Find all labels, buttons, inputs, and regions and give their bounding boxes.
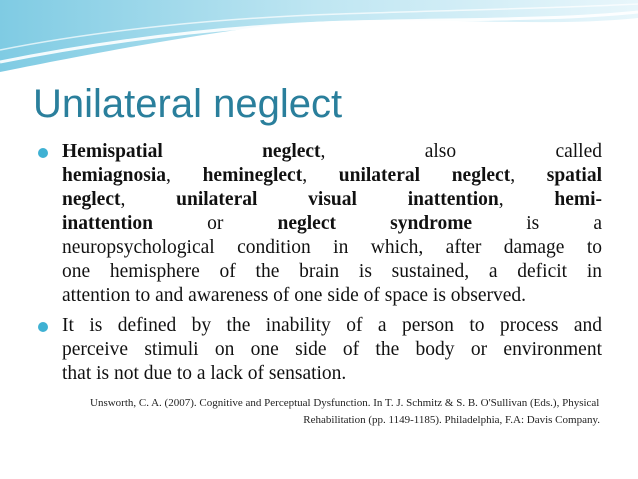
header-wave-decoration xyxy=(0,0,638,80)
bold-term: hemineglect xyxy=(202,165,303,186)
bullet-line xyxy=(62,284,602,308)
bullet-line xyxy=(62,164,602,188)
bullet-line xyxy=(62,140,602,164)
bullet-text xyxy=(62,314,602,386)
text-run: perceive stimuli on one side of the body or environment xyxy=(62,339,602,360)
text-run: , xyxy=(302,165,339,186)
bold-term: spatial xyxy=(546,165,603,186)
bold-term: neglect xyxy=(62,189,121,210)
citation xyxy=(90,395,600,429)
text-run: It is defined by the inability of a person to process and xyxy=(62,315,602,336)
text-run: , xyxy=(166,165,203,186)
bullet-item xyxy=(36,140,602,308)
bold-term: unilateral neglect xyxy=(338,165,511,186)
citation-line: Unsworth, C. A. (2007). Cognitive and Perceptual Dysfunction. In T. J. Schmitz & S. B. O'Sullivan (Eds.), Physical xyxy=(90,397,600,409)
text-run: neuropsychological condition in which, after damage to xyxy=(62,237,602,258)
bullet-line xyxy=(62,212,602,236)
bold-term: unilateral visual inattention xyxy=(176,189,499,210)
text-run xyxy=(163,141,262,162)
text-run: , xyxy=(120,189,177,210)
bold-term: hemi- xyxy=(554,189,603,210)
bold-term: inattention xyxy=(62,213,154,234)
slide-title: Unilateral neglect xyxy=(33,82,343,126)
text-run: one hemisphere of the brain is sustained, a deficit in xyxy=(62,261,602,282)
text-run: that is not due to a lack of sensation. xyxy=(62,363,347,384)
bullet-line xyxy=(62,188,602,212)
bullet-list xyxy=(36,140,602,386)
text-run: , xyxy=(498,189,555,210)
bullet-text xyxy=(62,140,602,308)
text-run: or xyxy=(153,213,278,234)
text-run: , xyxy=(510,165,547,186)
bullet-dot-icon xyxy=(38,148,48,158)
bold-term: Hemispatial xyxy=(62,141,163,162)
bullet-line xyxy=(62,260,602,284)
bullet-line xyxy=(62,314,602,338)
text-run: is a xyxy=(472,213,602,234)
bold-term: neglect syndrome xyxy=(277,213,473,234)
bullet-line xyxy=(62,338,602,362)
citation-line: Rehabilitation (pp. 1149-1185). Philadelphia, F.A: Davis Company. xyxy=(303,414,600,426)
bold-term: neglect xyxy=(262,141,321,162)
bullet-line xyxy=(62,362,602,386)
bullet-dot-icon xyxy=(38,322,48,332)
text-run: , also called xyxy=(320,141,602,162)
bullet-item xyxy=(36,314,602,386)
bold-term: hemiagnosia xyxy=(62,165,167,186)
bullet-line xyxy=(62,236,602,260)
text-run: attention to and awareness of one side of space is observed. xyxy=(62,285,527,306)
